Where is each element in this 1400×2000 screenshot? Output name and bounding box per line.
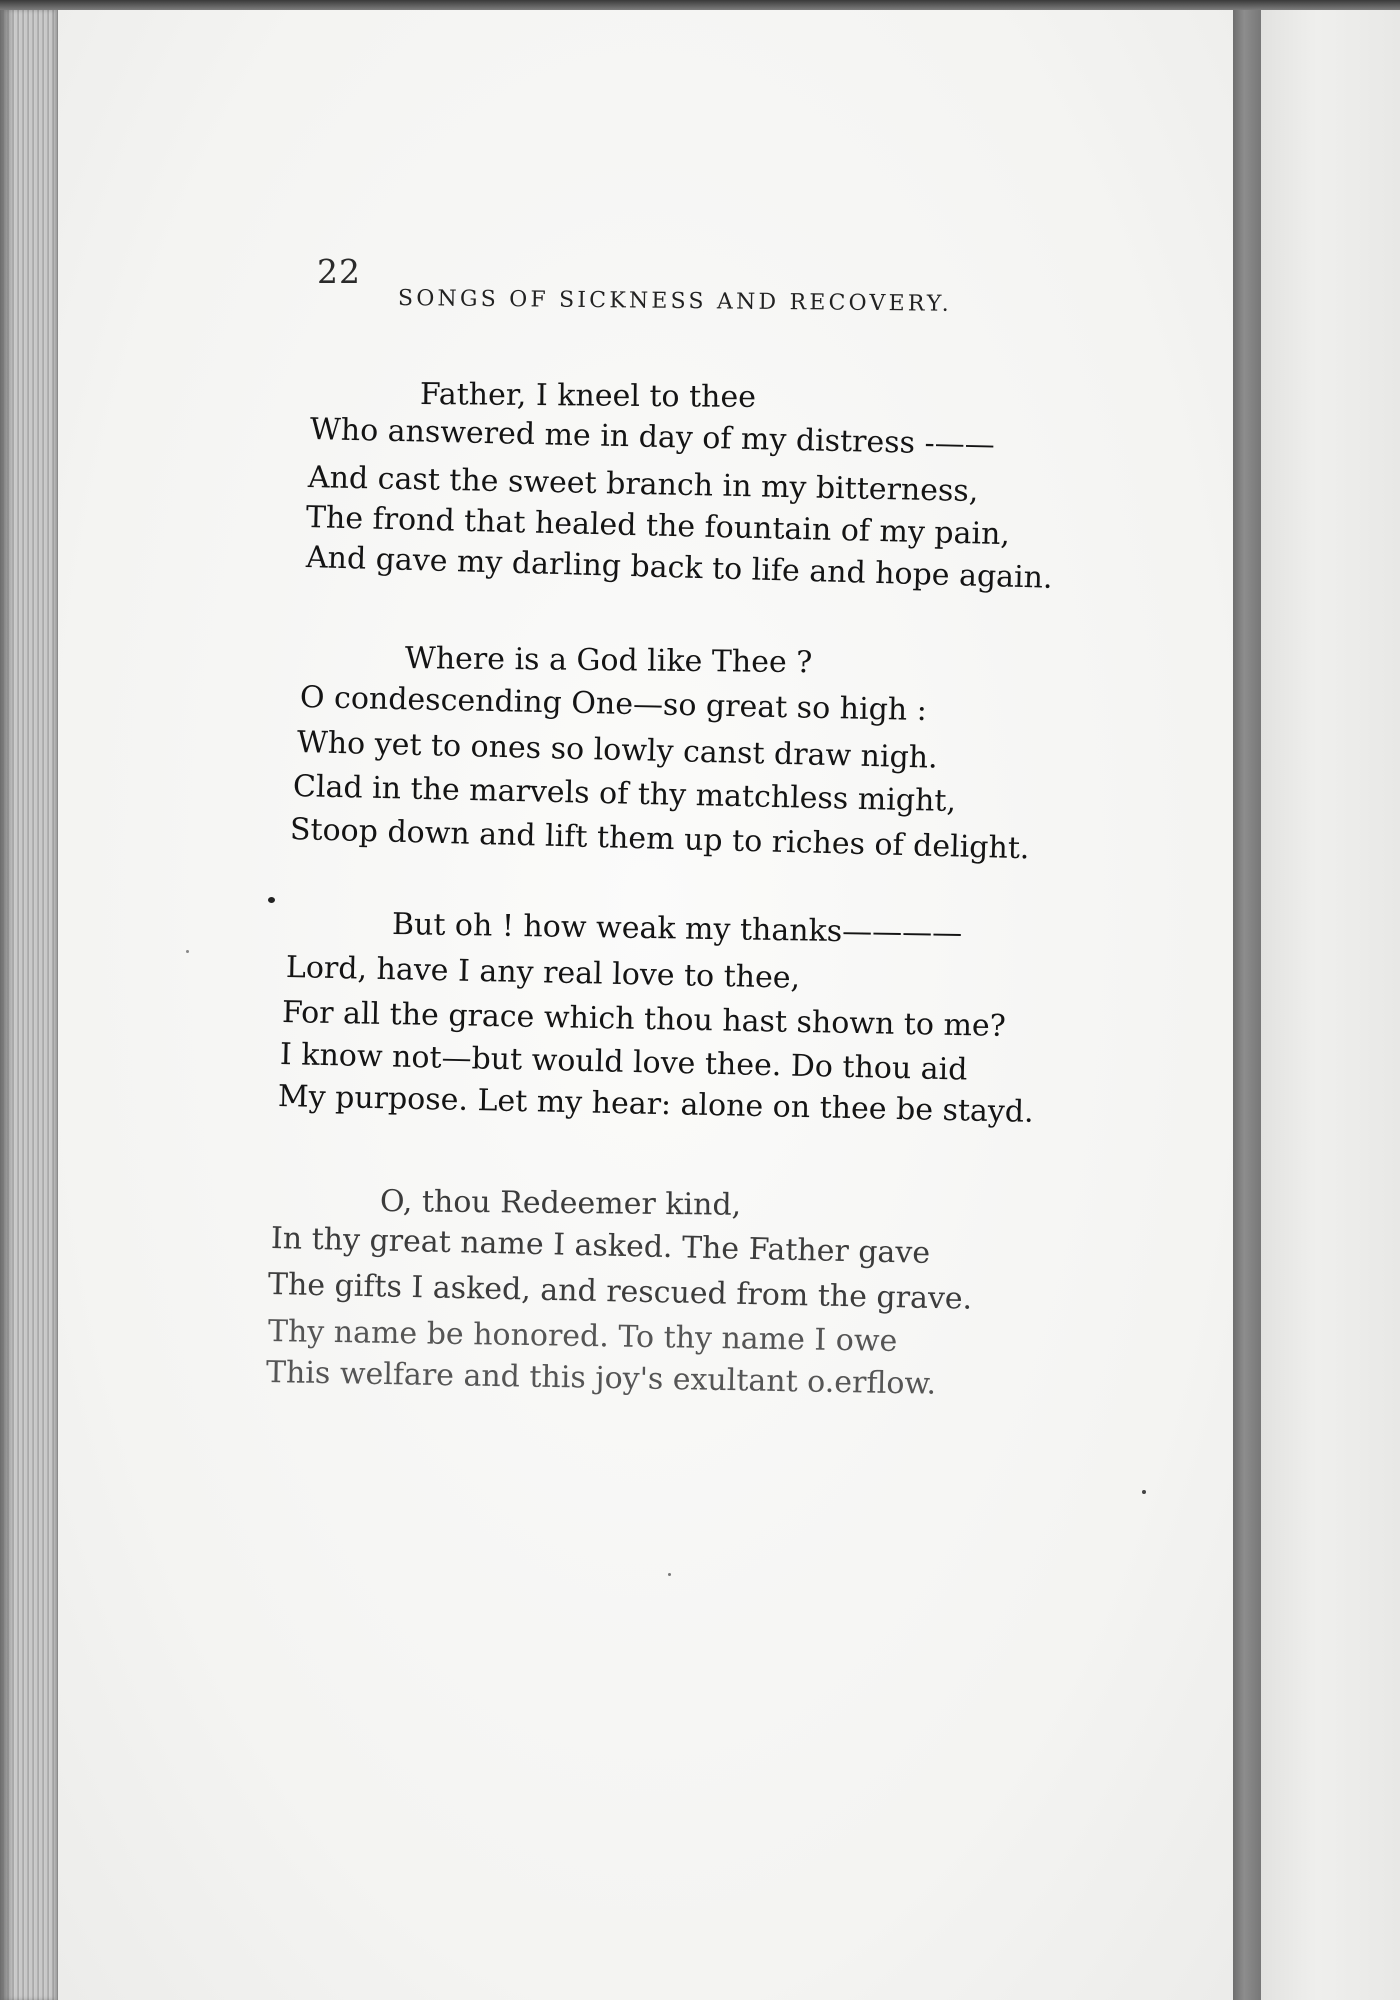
ink-speck — [668, 1573, 671, 1576]
stanza-4-line-1: O, thou Redeemer kind, — [379, 1184, 742, 1223]
ink-speck — [1142, 1490, 1146, 1494]
stanza-3-line-1: But oh ! how weak my thanks———— — [391, 907, 963, 951]
stanza-4-line-5: This welfare and this joy's exultant o.erflow. — [265, 1355, 937, 1402]
stanza-2-line-1: Where is a God like Thee ? — [404, 641, 813, 681]
stanza-3-line-4: I know not—but would love thee. Do thou aid — [279, 1037, 968, 1088]
stanza-3-line-2: Lord, have I any real love to thee, — [285, 950, 801, 996]
stanza-1-line-2: Who answered me in day of my distress -—— — [309, 412, 996, 463]
facing-page-edge — [1261, 10, 1400, 2000]
page-number: 22 — [317, 252, 361, 291]
stanza-4-line-2: In thy great name I asked. The Father gave — [270, 1221, 931, 1271]
binding-gutter — [1233, 10, 1261, 2000]
stanza-1-line-3: And cast the sweet branch in my bitterness, — [307, 460, 979, 510]
stanza-1-line-5: And gave my darling back to life and hope again. — [305, 540, 1053, 596]
stanza-4-line-3: The gifts I asked, and rescued from the grave. — [267, 1267, 973, 1317]
stanza-4-line-4: Thy name be honored. To thy name I owe — [267, 1314, 898, 1359]
stanza-1-line-1: Father, I kneel to thee — [419, 377, 757, 415]
stanza-2-line-3: Who yet to ones so lowly canst draw nigh. — [296, 725, 939, 776]
ink-speck — [268, 897, 275, 903]
left-edge-shadow — [0, 10, 14, 2000]
stanza-2-line-2: O condescending One—so great so high : — [299, 680, 928, 729]
stanza-3-line-5: My purpose. Let my hear: alone on thee be stayd. — [277, 1079, 1034, 1130]
running-head: SONGS OF SICKNESS AND RECOVERY. — [397, 286, 953, 317]
stanza-3-line-3: For all the grace which thou hast shown to me? — [281, 995, 1007, 1044]
stanza-2-line-5: Stoop down and lift them up to riches of delight. — [289, 812, 1030, 867]
ink-speck — [186, 950, 189, 953]
stanza-2-line-4: Clad in the marvels of thy matchless might, — [292, 769, 957, 820]
stanza-1-line-4: The frond that healed the fountain of my pain, — [305, 500, 1011, 553]
